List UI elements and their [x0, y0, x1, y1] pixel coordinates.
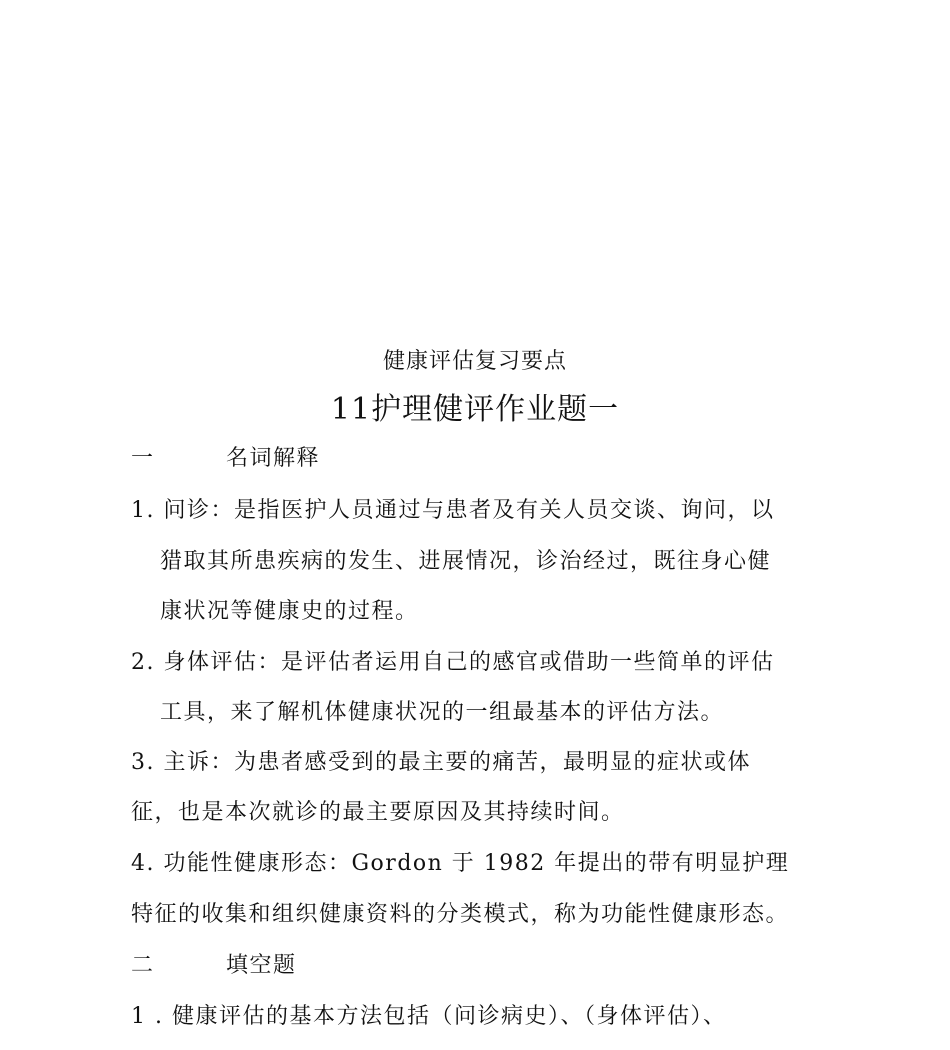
definition-4-line-1: 4. 功能性健康形态：Gordon 于 1982 年提出的带有明显护理 [131, 851, 790, 876]
fill-blank-1-line-1: 1 . 健康评估的基本方法包括（问诊病史）、（身体评估）、 [131, 1004, 727, 1029]
definition-2-line-2: 工具，来了解机体健康状况的一组最基本的评估方法。 [160, 700, 725, 725]
definition-2-line-1: 2. 身体评估：是评估者运用自己的感官或借助一些简单的评估 [131, 650, 775, 675]
section-2-title: 填空题 [226, 953, 297, 978]
section-1-title: 名词解释 [226, 446, 321, 471]
definition-1-line-2: 猎取其所患疾病的发生、进展情况，诊治经过，既往身心健 [160, 549, 772, 574]
definition-3-line-1: 3. 主诉：为患者感受到的最主要的痛苦，最明显的症状或体 [131, 750, 751, 775]
definition-3-line-2: 征，也是本次就诊的最主要原因及其持续时间。 [131, 800, 625, 825]
document-sub-title: 11护理健评作业题一 [330, 392, 620, 427]
section-1-number: 一 [131, 446, 155, 471]
document-header-title: 健康评估复习要点 [382, 349, 567, 374]
definition-4-line-2: 特征的收集和组织健康资料的分类模式，称为功能性健康形态。 [131, 902, 790, 927]
section-2-number: 二 [131, 953, 155, 978]
definition-1-line-1: 1. 问诊：是指医护人员通过与患者及有关人员交谈、询问，以 [131, 498, 775, 523]
definition-1-line-3: 康状况等健康史的过程。 [160, 599, 419, 624]
